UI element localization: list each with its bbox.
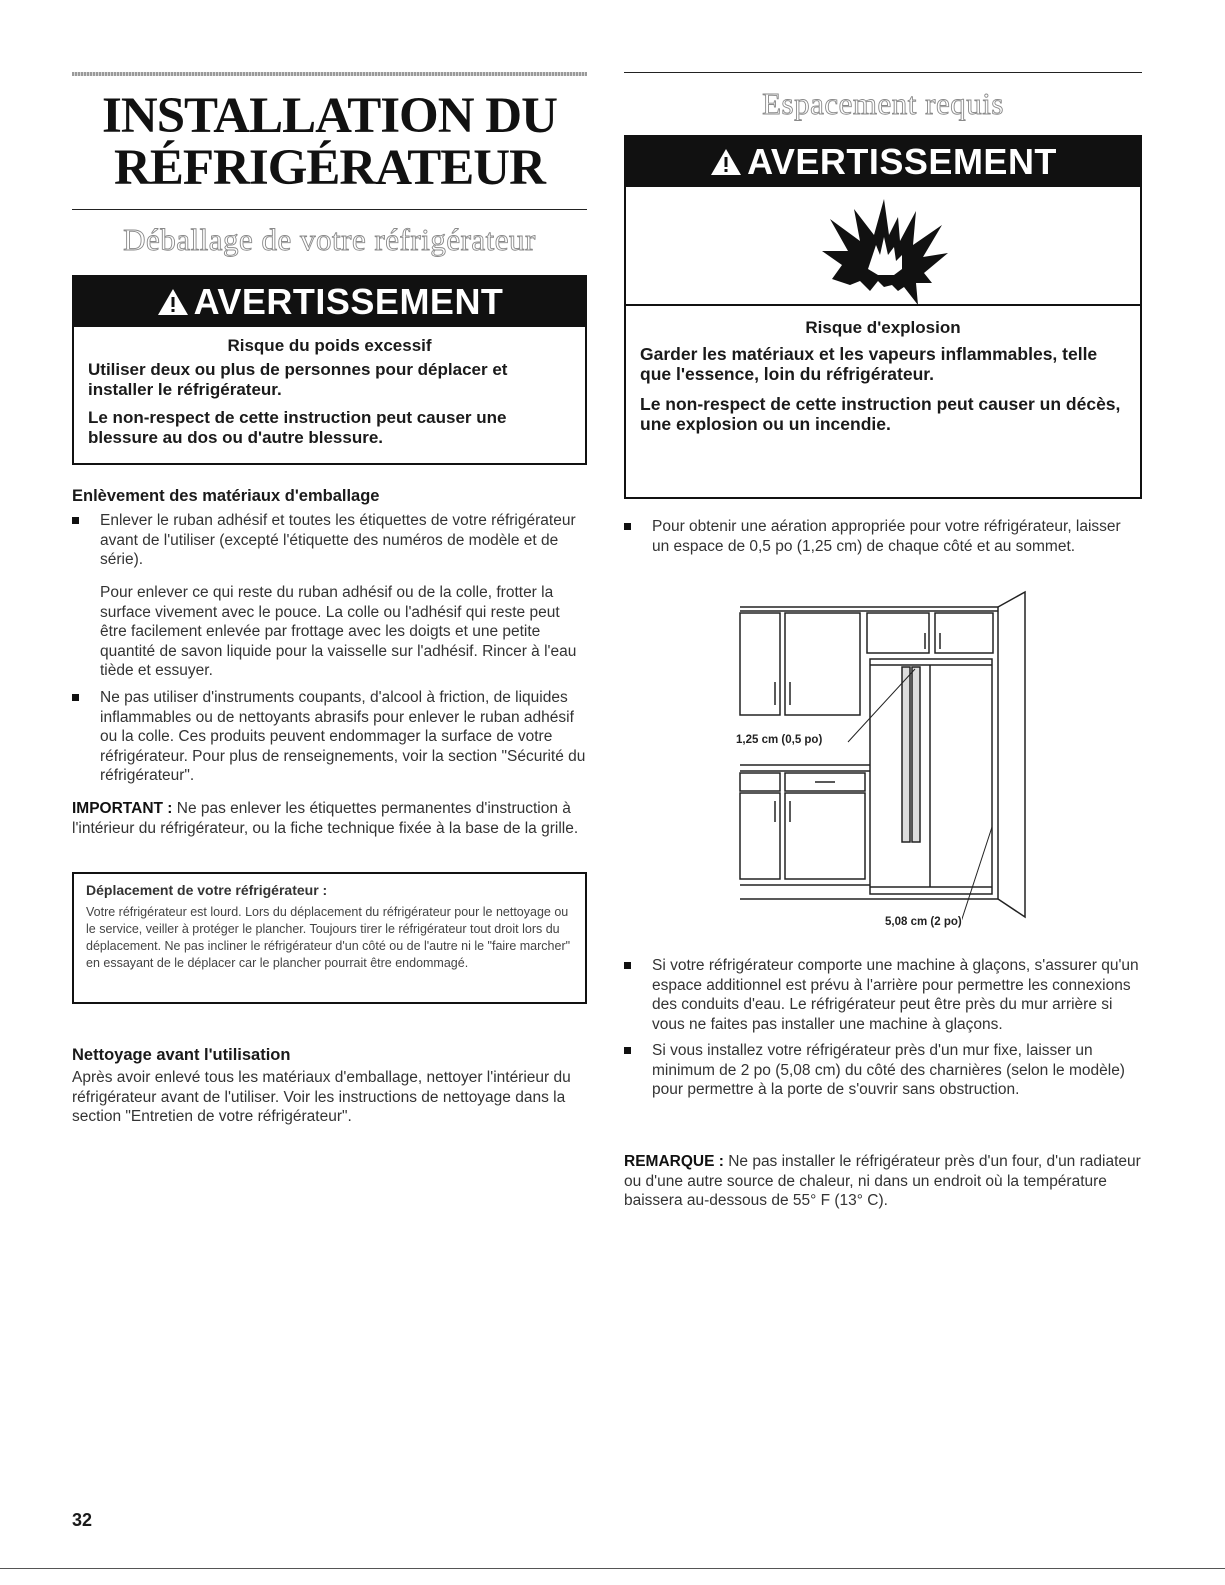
top-rule-right	[624, 72, 1142, 73]
packing-paragraph: Pour enlever ce qui reste du ruban adhésif ou de la colle, frotter la surface vivement avec le pouce. La colle ou l'adhésif qui reste peut être facilement enlevée par frottage avec les doigts et une petite quantité de savon liquide pour la vaisselle sur l'adhésif. Rincer à l'eau tiède et essuyer.	[100, 584, 577, 679]
warning-triangle-icon	[156, 287, 190, 317]
side-clearance-label: 1,25 cm (0,5 po)	[736, 734, 823, 746]
hinge-clearance-label: 5,08 cm (2 po)	[885, 916, 962, 928]
top-rule	[72, 72, 587, 76]
packing-list-2	[72, 688, 587, 786]
warning-body	[626, 318, 1140, 434]
warning-header: AVERTISSEMENT	[74, 277, 585, 327]
warning-box-explosion	[624, 135, 1142, 499]
page-title: INSTALLATION DU RÉFRIGÉRATEUR	[102, 88, 557, 196]
warning-triangle-icon	[709, 147, 743, 177]
page-number: 32	[72, 1510, 93, 1530]
list-item: Si votre réfrigérateur comporte une machine à glaçons, s'assurer qu'un espace additionnel est prévu à l'arrière pour permettre les connexions des conduits d'eau. Le réfrigérateur peut être près du mur arrière si vous ne faites pas installer une machine à glaçons.	[624, 956, 1142, 1034]
moving-notice-box	[72, 872, 587, 1004]
explosion-icon	[820, 195, 950, 310]
remark-note: REMARQUE : Ne pas installer le réfrigérateur près d'un four, d'un radiateur ou d'une autre source de chaleur, ni dans un endroit où la température baissera au-dessous de 55° F (13° C).	[624, 1153, 1141, 1209]
list-item: Pour obtenir une aération appropriée pour votre réfrigérateur, laisser un espace de 0,5 po (1,25 cm) de chaque côté et au sommet.	[624, 517, 1142, 556]
section-rule	[72, 209, 587, 210]
explosion-icon-area	[626, 187, 1140, 304]
page-bottom-rule	[0, 1568, 1225, 1569]
packing-list	[72, 511, 587, 570]
list-item: Si vous installez votre réfrigérateur près d'un mur fixe, laisser un minimum de 2 po (5,08 cm) du côté des charnières (selon le modèle) pour permettre à la porte de s'ouvrir sans obstruction.	[624, 1041, 1142, 1100]
warning-instruction: Utiliser deux ou plus de personnes pour déplacer et installer le réfrigérateur.	[88, 360, 508, 399]
important-note: IMPORTANT : Ne pas enlever les étiquettes permanentes d'instruction à l'intérieur du réfrigérateur, ou la fiche technique fixée à la base de la grille.	[72, 800, 579, 837]
warning-consequence: Le non-respect de cette instruction peut causer un décès, une explosion ou un incendie.	[640, 394, 1121, 434]
section-title-unpacking: Déballage de votre réfrigérateur	[123, 222, 536, 257]
warning-body	[74, 336, 585, 448]
list-item: Enlever le ruban adhésif et toutes les étiquettes de votre réfrigérateur avant de l'utiliser (excepté l'étiquette des numéros de modèle et de série).	[72, 511, 587, 570]
clearance-list-2	[624, 956, 1142, 1100]
packing-heading: Enlèvement des matériaux d'emballage	[72, 487, 380, 505]
section-title-clearance: Espacement requis	[762, 86, 1004, 121]
refrigerator-cabinet-illustration	[730, 587, 1040, 942]
cleaning-heading: Nettoyage avant l'utilisation	[72, 1046, 291, 1064]
notice-text: Votre réfrigérateur est lourd. Lors du déplacement du réfrigérateur pour le nettoyage ou le service, veiller à protéger le plancher. Toujours tirer le réfrigérateur tout droit lors du déplacement. Ne pas incliner le réfrigérateur d'un côté ou de l'autre ni le "faire marcher" en essayant de le déplacer car le plancher pourrait être endommagé.	[86, 905, 571, 970]
clearance-list	[624, 517, 1142, 556]
risk-title: Risque du poids excessif	[227, 336, 432, 355]
warning-header: AVERTISSEMENT	[626, 137, 1140, 187]
warning-instruction: Garder les matériaux et les vapeurs inflammables, telle que l'essence, loin du réfrigérateur.	[640, 344, 1098, 384]
warning-consequence: Le non-respect de cette instruction peut causer une blessure au dos ou d'autre blessure.	[88, 408, 507, 447]
risk-title: Risque d'explosion	[805, 318, 961, 337]
list-item: Ne pas utiliser d'instruments coupants, d'alcool à friction, de liquides inflammables ou de nettoyants abrasifs pour enlever le ruban adhésif ou la colle. Ces produits peuvent endommager la surface de votre réfrigérateur. Pour plus de renseignements, voir la section "Sécurité du réfrigérateur".	[72, 688, 587, 786]
cleaning-paragraph: Après avoir enlevé tous les matériaux d'emballage, nettoyer l'intérieur du réfrigérateur avant de l'utiliser. Voir les instructions de nettoyage dans la section "Entretien de votre réfrigérateur".	[72, 1069, 571, 1125]
notice-title: Déplacement de votre réfrigérateur :	[86, 882, 328, 898]
warning-box-weight	[72, 275, 587, 465]
clearance-diagram	[730, 587, 1040, 942]
